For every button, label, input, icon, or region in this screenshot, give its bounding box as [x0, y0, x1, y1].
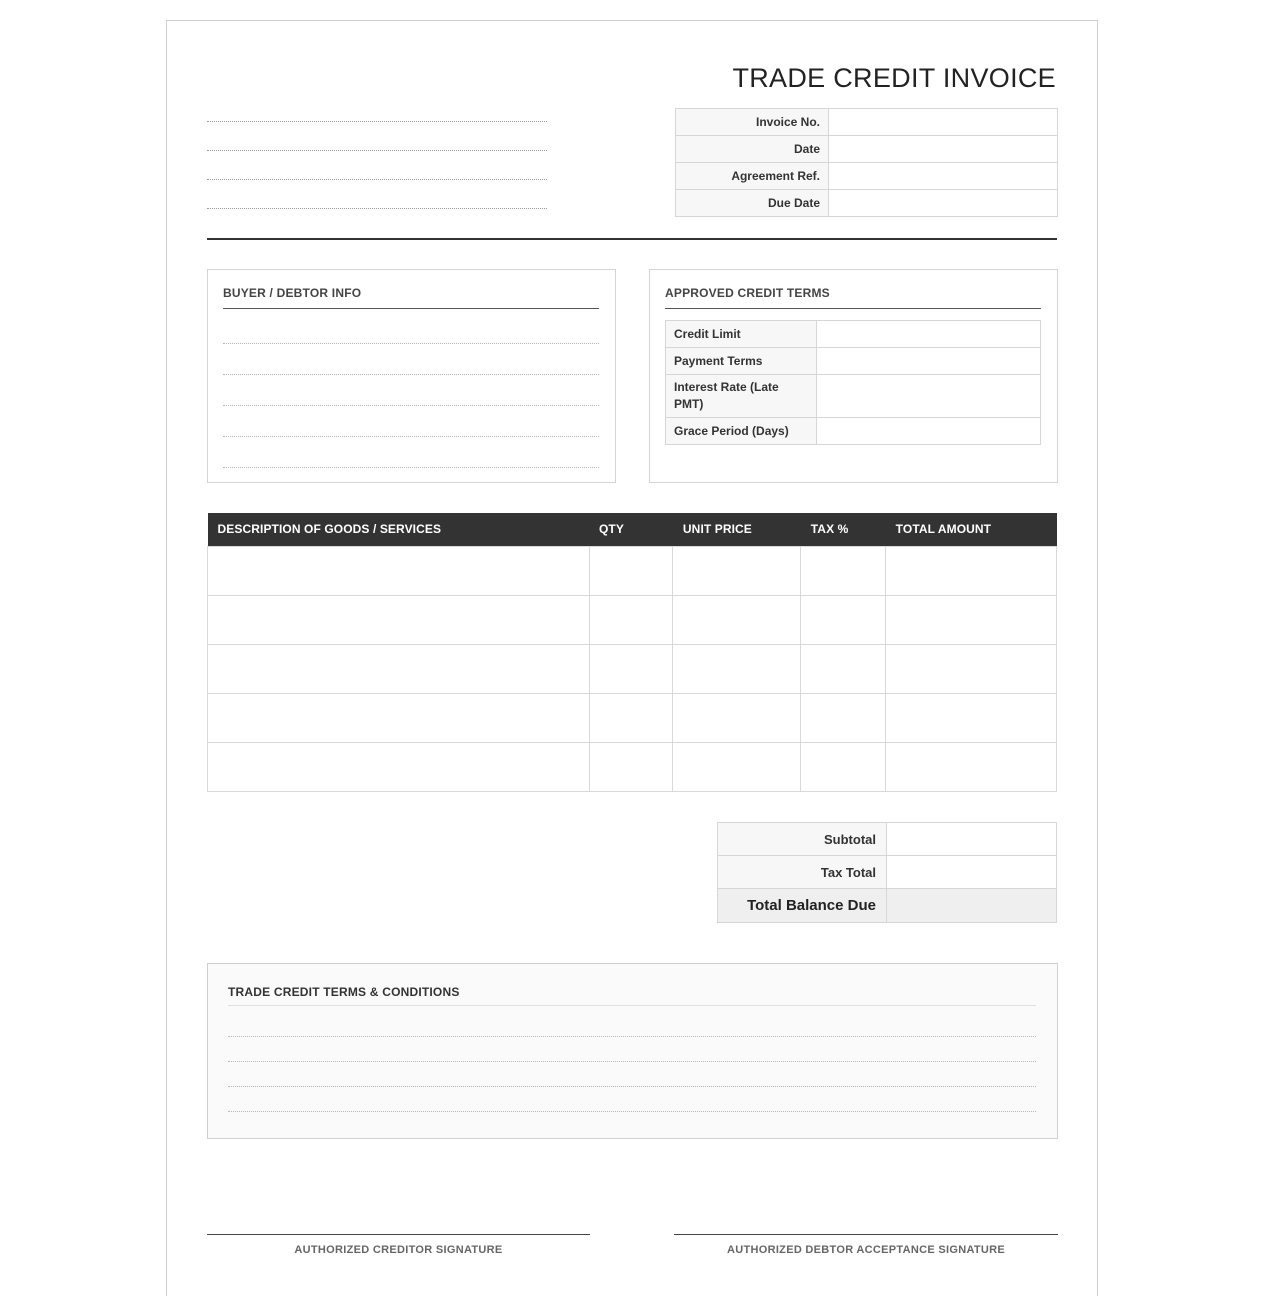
header-divider: [207, 238, 1057, 240]
terms-conditions-heading: TRADE CREDIT TERMS & CONDITIONS: [228, 985, 460, 999]
unit-price-cell[interactable]: [673, 644, 801, 693]
total-amount-cell[interactable]: [886, 644, 1057, 693]
tax-total-field[interactable]: [887, 856, 1057, 889]
debtor-signature-line[interactable]: [674, 1234, 1058, 1235]
unit-price-cell[interactable]: [673, 546, 801, 595]
subtotal-field[interactable]: [887, 823, 1057, 856]
tax-cell[interactable]: [801, 742, 886, 791]
interest-rate-field[interactable]: [817, 375, 1041, 418]
table-row: [208, 742, 1057, 791]
qty-cell[interactable]: [589, 595, 673, 644]
buyer-info-line[interactable]: [223, 343, 599, 344]
terms-row-payment-terms: [666, 348, 1041, 375]
description-cell[interactable]: [208, 546, 590, 595]
total-amount-cell[interactable]: [886, 742, 1057, 791]
meta-label: Invoice No.: [676, 109, 829, 136]
credit-terms-table: [665, 320, 1041, 445]
terms-conditions-line[interactable]: [228, 1086, 1036, 1087]
terms-label: Payment Terms: [666, 348, 817, 375]
buyer-info-line[interactable]: [223, 405, 599, 406]
meta-row-date: [676, 136, 1058, 163]
line-items-header: [208, 513, 1057, 546]
sender-address-line[interactable]: [207, 150, 547, 151]
column-header-tax: TAX %: [801, 513, 886, 546]
terms-row-grace-period: [666, 418, 1041, 445]
invoice-meta-table: [675, 108, 1058, 217]
qty-cell[interactable]: [589, 546, 673, 595]
invoice-sheet: [166, 20, 1098, 1296]
terms-label: Interest Rate (Late PMT): [666, 375, 817, 418]
agreement-ref-field[interactable]: [829, 163, 1058, 190]
meta-label: Date: [676, 136, 829, 163]
credit-terms-heading: APPROVED CREDIT TERMS: [665, 286, 830, 300]
invoice-title: TRADE CREDIT INVOICE: [732, 63, 1056, 93]
balance-due-field[interactable]: [887, 889, 1057, 923]
terms-conditions-line[interactable]: [228, 1036, 1036, 1037]
date-field[interactable]: [829, 136, 1058, 163]
buyer-heading-rule: [223, 308, 599, 309]
meta-row-agreement-ref: [676, 163, 1058, 190]
credit-terms-box: [649, 269, 1058, 483]
terms-conditions-heading-rule: [228, 1005, 1036, 1006]
total-amount-cell[interactable]: [886, 546, 1057, 595]
payment-terms-field[interactable]: [817, 348, 1041, 375]
terms-conditions-line[interactable]: [228, 1111, 1036, 1112]
column-header-description: DESCRIPTION OF GOODS / SERVICES: [208, 513, 590, 546]
terms-label: Credit Limit: [666, 321, 817, 348]
qty-cell[interactable]: [589, 742, 673, 791]
credit-limit-field[interactable]: [817, 321, 1041, 348]
total-amount-cell[interactable]: [886, 595, 1057, 644]
table-row: [208, 693, 1057, 742]
tax-total-label: Tax Total: [718, 856, 887, 889]
column-header-total-amount: TOTAL AMOUNT: [886, 513, 1057, 546]
credit-terms-heading-rule: [665, 308, 1041, 309]
buyer-info-heading: BUYER / DEBTOR INFO: [223, 286, 362, 300]
total-amount-cell[interactable]: [886, 693, 1057, 742]
sender-address-line[interactable]: [207, 179, 547, 180]
buyer-info-line[interactable]: [223, 467, 599, 468]
creditor-signature-line[interactable]: [207, 1234, 590, 1235]
buyer-info-box: [207, 269, 616, 483]
tax-cell[interactable]: [801, 644, 886, 693]
creditor-signature-label: AUTHORIZED CREDITOR SIGNATURE: [294, 1244, 503, 1256]
balance-due-row: [718, 889, 1057, 923]
terms-conditions-box: [207, 963, 1058, 1139]
description-cell[interactable]: [208, 693, 590, 742]
buyer-info-line[interactable]: [223, 436, 599, 437]
column-header-unit-price: UNIT PRICE: [673, 513, 801, 546]
table-row: [208, 644, 1057, 693]
subtotal-label: Subtotal: [718, 823, 887, 856]
qty-cell[interactable]: [589, 693, 673, 742]
meta-label: Agreement Ref.: [676, 163, 829, 190]
invoice-no-field[interactable]: [829, 109, 1058, 136]
sender-address-line[interactable]: [207, 208, 547, 209]
description-cell[interactable]: [208, 742, 590, 791]
qty-cell[interactable]: [589, 644, 673, 693]
sender-address-line[interactable]: [207, 121, 547, 122]
tax-cell[interactable]: [801, 546, 886, 595]
terms-row-credit-limit: [666, 321, 1041, 348]
line-items-table: [207, 513, 1057, 792]
due-date-field[interactable]: [829, 190, 1058, 217]
buyer-info-line[interactable]: [223, 374, 599, 375]
table-row: [208, 546, 1057, 595]
unit-price-cell[interactable]: [673, 742, 801, 791]
terms-row-interest-rate: [666, 375, 1041, 418]
terms-conditions-line[interactable]: [228, 1061, 1036, 1062]
balance-due-label: Total Balance Due: [718, 889, 887, 923]
tax-total-row: [718, 856, 1057, 889]
description-cell[interactable]: [208, 644, 590, 693]
terms-label: Grace Period (Days): [666, 418, 817, 445]
unit-price-cell[interactable]: [673, 595, 801, 644]
meta-row-due-date: [676, 190, 1058, 217]
grace-period-field[interactable]: [817, 418, 1041, 445]
tax-cell[interactable]: [801, 595, 886, 644]
debtor-signature-label: AUTHORIZED DEBTOR ACCEPTANCE SIGNATURE: [726, 1244, 1006, 1256]
subtotal-row: [718, 823, 1057, 856]
meta-label: Due Date: [676, 190, 829, 217]
column-header-qty: QTY: [589, 513, 673, 546]
description-cell[interactable]: [208, 595, 590, 644]
meta-row-invoice-no: [676, 109, 1058, 136]
tax-cell[interactable]: [801, 693, 886, 742]
unit-price-cell[interactable]: [673, 693, 801, 742]
table-row: [208, 595, 1057, 644]
totals-table: [717, 822, 1057, 923]
